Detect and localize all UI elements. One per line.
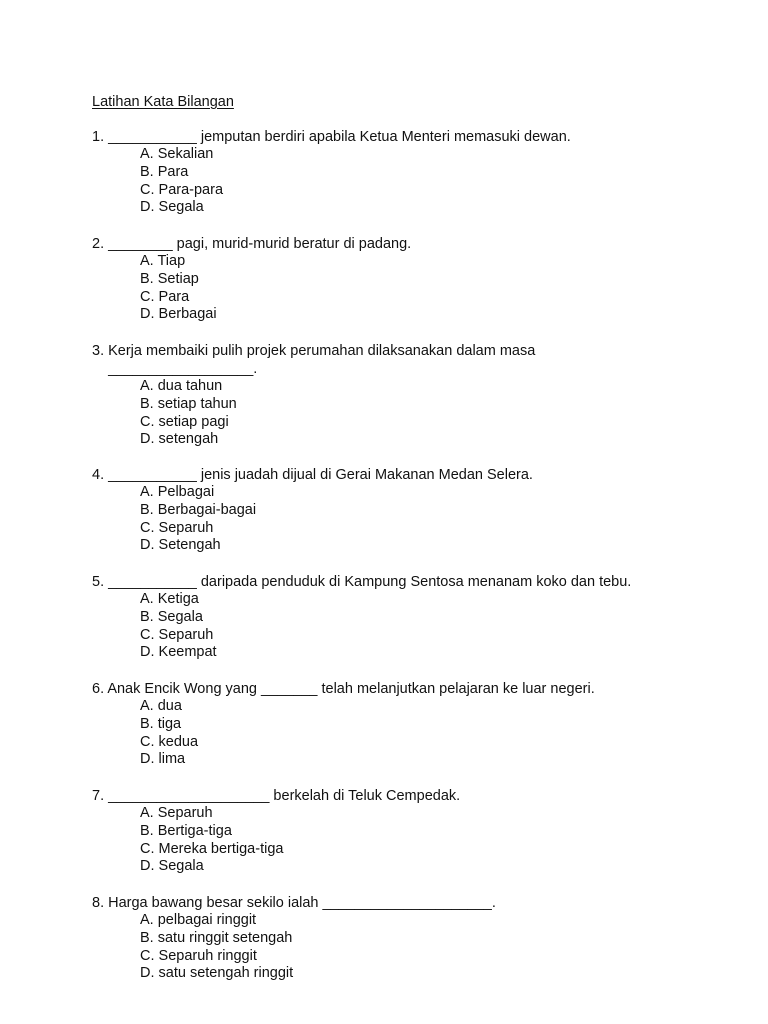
question-5 <box>92 573 732 662</box>
question-7 <box>92 787 732 876</box>
option-list <box>140 912 732 983</box>
question-text: 3. Kerja membaiki pulih projek perumahan dilaksanakan dalam masa <box>92 343 536 359</box>
option-list <box>140 805 732 876</box>
option-d: D. Segala <box>140 199 204 216</box>
option-a: A. Pelbagai <box>140 484 215 500</box>
question-3 <box>92 342 732 449</box>
option-c: C. Separuh <box>140 626 214 643</box>
question-text: 7. ____________________ berkelah di Teluk Cempedak. <box>92 788 461 804</box>
option-a: A. Tiap <box>140 253 186 269</box>
option-d: D. Segala <box>140 858 204 875</box>
option-c: C. Separuh <box>140 519 214 536</box>
option-b: B. Berbagai-bagai <box>140 501 257 518</box>
option-a: A. dua <box>140 698 182 714</box>
question-text: 5. ___________ daripada penduduk di Kampung Sentosa menanam koko dan tebu. <box>92 574 632 590</box>
option-a: A. Separuh <box>140 805 213 821</box>
question-text: 6. Anak Encik Wong yang _______ telah melanjutkan pelajaran ke luar negeri. <box>92 681 595 697</box>
option-c: C. kedua <box>140 733 199 750</box>
option-c: C. Mereka bertiga-tiga <box>140 840 284 857</box>
question-4 <box>92 466 732 555</box>
option-a: A. Ketiga <box>140 591 199 607</box>
option-d: D. lima <box>140 751 186 768</box>
option-b: B. Bertiga-tiga <box>140 822 232 839</box>
question-text: 4. ___________ jenis juadah dijual di Gerai Makanan Medan Selera. <box>92 467 533 483</box>
option-a: A. Sekalian <box>140 146 214 162</box>
option-c: C. Para-para <box>140 181 224 198</box>
option-list <box>140 591 732 662</box>
option-b: B. satu ringgit setengah <box>140 929 293 946</box>
option-list <box>140 698 732 769</box>
question-8 <box>92 894 732 983</box>
option-b: B. Setiap <box>140 270 199 287</box>
option-d: D. satu setengah ringgit <box>140 965 294 982</box>
question-text: 1. ___________ jemputan berdiri apabila Ketua Menteri memasuki dewan. <box>92 129 571 145</box>
question-2 <box>92 235 732 324</box>
option-b: B. tiga <box>140 715 182 732</box>
option-d: D. setengah <box>140 431 219 448</box>
option-b: B. Segala <box>140 608 203 625</box>
option-list <box>140 484 732 555</box>
document-title: Latihan Kata Bilangan <box>92 94 234 110</box>
option-c: C. setiap pagi <box>140 413 229 430</box>
option-a: A. pelbagai ringgit <box>140 912 257 928</box>
option-list <box>140 146 732 217</box>
question-text-continued: __________________. <box>92 361 258 377</box>
option-list <box>140 378 732 449</box>
option-list <box>140 253 732 324</box>
option-a: A. dua tahun <box>140 378 223 394</box>
option-c: C. Para <box>140 288 190 305</box>
option-b: B. Para <box>140 163 189 180</box>
option-d: D. Berbagai <box>140 306 217 323</box>
option-b: B. setiap tahun <box>140 395 237 412</box>
question-text: 8. Harga bawang besar sekilo ialah _____________________. <box>92 895 496 911</box>
option-c: C. Separuh ringgit <box>140 947 257 964</box>
question-1 <box>92 128 732 217</box>
question-text: 2. ________ pagi, murid-murid beratur di padang. <box>92 236 412 252</box>
option-d: D. Setengah <box>140 537 221 554</box>
question-6 <box>92 680 732 769</box>
option-d: D. Keempat <box>140 644 217 661</box>
